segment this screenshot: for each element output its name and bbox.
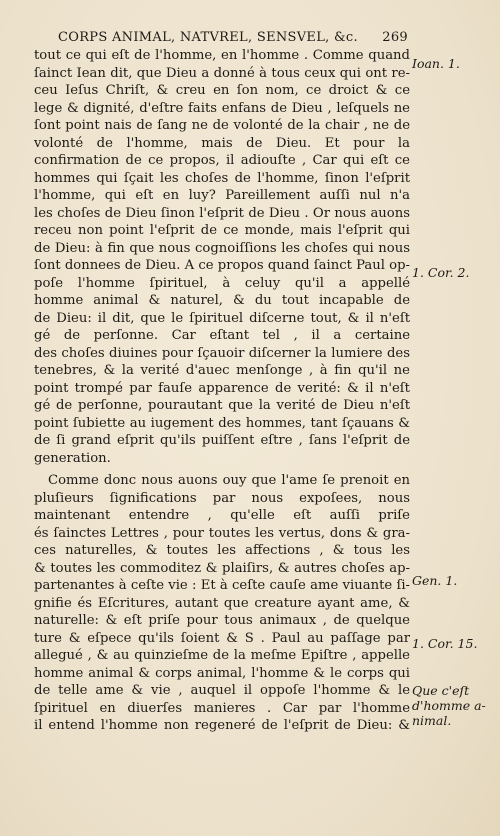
text-line: de telle ame & vie , auquel il oppoſe l'homme & le [34, 683, 410, 698]
text-line: les choſes de Dieu ſinon l'eſprit de Dieu . Or nous auons [34, 205, 410, 221]
page-number: 269 [382, 30, 408, 45]
margin-note-ioan: Ioan. 1. [412, 56, 460, 71]
text-line: volonté de l'homme, mais de Dieu. Et pour la [34, 135, 410, 151]
paragraph-1 [34, 47, 410, 467]
text-line: de Dieu: à fin que nous cognoiſſions les choſes qui nous [34, 240, 410, 256]
text-line: tenebres, & la verité d'auec menſonge , à fin qu'il ne [34, 363, 410, 378]
text-line: ces naturelles, & toutes les affections , & tous les [34, 543, 410, 558]
text-line: gnifie és Eſcritures, autant que creature ayant ame, & [34, 595, 410, 611]
text-line: de Dieu: il dit, que le ſpirituel diſcerne tout, & il n'eſt [34, 310, 410, 326]
text-line: ſpirituel en diuerſes manieres . Car par l'homme [34, 700, 410, 716]
text-line: homme animal & corps animal, l'homme & le corps qui [34, 665, 410, 681]
margin-note-homme-animal [412, 683, 486, 728]
text-line: point trompé par fauſe apparence de verité: & il n'eſt [34, 380, 410, 396]
margin-note-1cor2: 1. Cor. 2. [412, 265, 470, 280]
margin-note-line: d'homme a- [412, 698, 486, 713]
paragraph-2 [34, 472, 410, 735]
margin-note-line: nimal. [412, 713, 452, 728]
text-line: ture & eſpece qu'ils ſoient & S . Paul au paſſage par [34, 630, 410, 646]
text-line: homme animal & naturel, & du tout incapable de [34, 293, 410, 308]
text-line: allegué , & au quinzieſme de la meſme Epiſtre , appelle [34, 648, 410, 663]
text-line: és ſainctes Lettres , pour toutes les vertus, dons & gra- [34, 525, 410, 541]
main-text [34, 47, 410, 735]
text-line: gé de perſonne, pourautant que la verité de Dieu n'eſt [34, 398, 410, 413]
text-line: ceu Ieſus Chriſt, & creu en ſon nom, ce droict & ce [34, 83, 410, 98]
text-line: des choſes diuines pour ſçauoir diſcerner la lumiere des [34, 345, 410, 361]
text-line: generation. [34, 450, 111, 466]
text-line: lege & dignité, d'eſtre faits enfans de Dieu , leſquels ne [34, 100, 410, 116]
text-line: hommes qui ſçait les choſes de l'homme, ſinon l'eſprit [34, 170, 410, 186]
text-line: & toutes les commoditez & plaiſirs, & autres choſes ap- [34, 560, 410, 576]
text-line: pluſieurs ſignifications par nous expoſees, nous [34, 490, 410, 506]
text-line: point ſubiette au iugement des hommes, tant ſçauans & [34, 415, 410, 431]
text-line: Comme donc nous auons ouy que l'ame ſe prenoit en [48, 473, 410, 488]
running-header [58, 30, 408, 45]
margin-note-1cor15: 1. Cor. 15. [412, 636, 478, 651]
text-line: l'homme, qui eſt en luy? Pareillement auſſi nul n'a [34, 188, 410, 203]
text-line: de ſi grand eſprit qu'ils puiſſent eſtre , ſans l'eſprit de [34, 433, 410, 448]
text-line: tout ce qui eſt de l'homme, en l'homme . Comme quand [34, 48, 410, 63]
text-line: confirmation de ce propos, il adiouſte , Car qui eſt ce [34, 153, 410, 168]
text-line: ſont point nais de ſang ne de volonté de la chair , ne de [34, 118, 410, 133]
text-line: il entend l'homme non regeneré de l'eſprit de Dieu: & [34, 718, 410, 733]
text-line: gé de perſonne. Car eſtant tel , il a certaine [34, 328, 410, 343]
margin-note-line: Que c'eſt [412, 683, 470, 698]
text-line: poſe l'homme ſpirituel, à celuy qu'il a appellé [34, 275, 410, 291]
text-line: ſainct Iean dit, que Dieu a donné à tous ceux qui ont re- [34, 65, 410, 81]
text-line: maintenant entendre , qu'elle eſt auſſi priſe [34, 508, 410, 523]
text-line: naturelle: & eſt priſe pour tous animaux , de quelque [34, 613, 410, 628]
running-title: CORPS ANIMAL, NATVREL, SENSVEL, &c. [58, 30, 358, 45]
text-line: partenantes à ceſte vie : Et à ceſte cauſe ame viuante ſi- [34, 578, 410, 593]
text-line: ſont donnees de Dieu. A ce propos quand ſainct Paul op- [34, 258, 410, 273]
text-line: receu non point l'eſprit de ce monde, mais l'eſprit qui [34, 223, 410, 238]
margin-note-gen: Gen. 1. [412, 573, 458, 588]
